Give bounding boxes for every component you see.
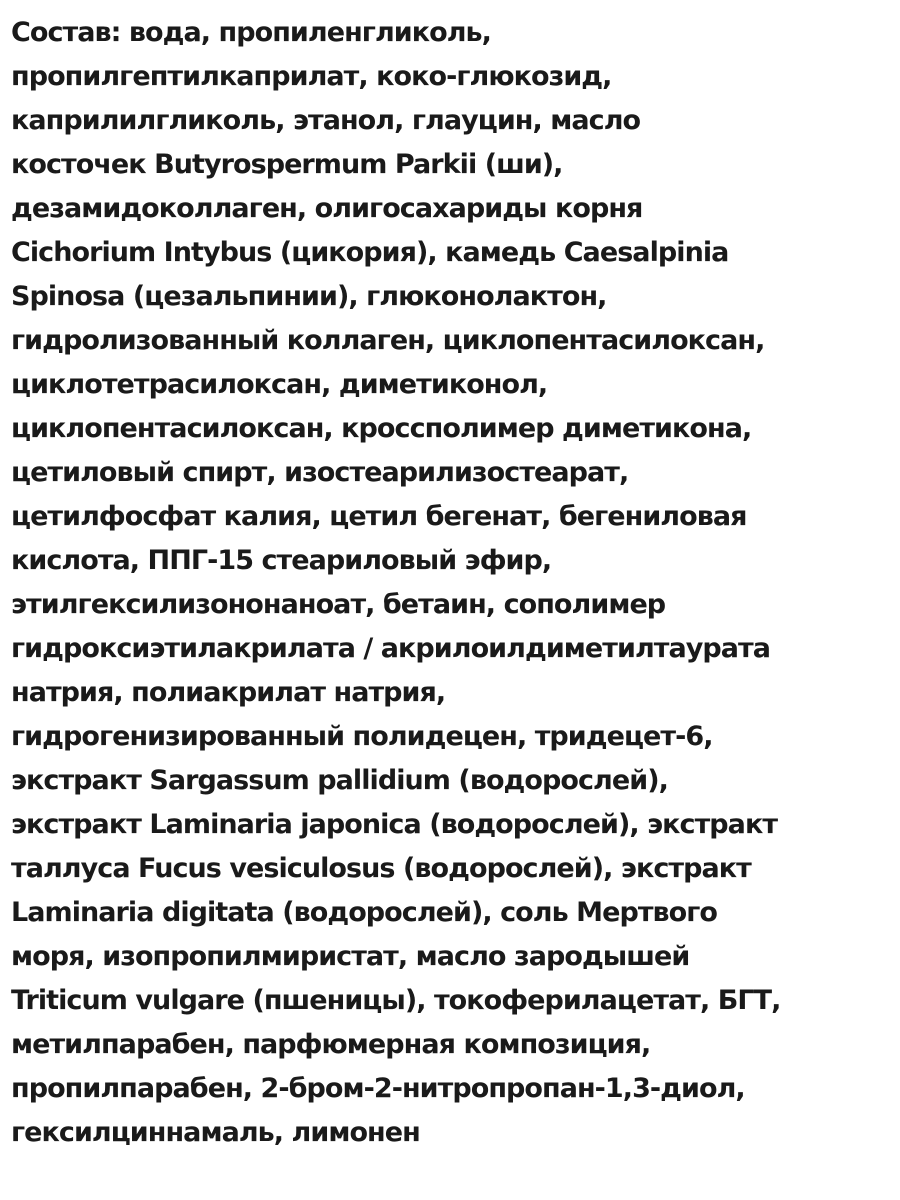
composition-line: гидролизованный коллаген, циклопентасилоксан, (11, 325, 765, 356)
composition-line: натрия, полиакрилат натрия, (11, 677, 446, 708)
composition-line: циклопентасилоксан, кроссполимер диметикона, (11, 413, 752, 444)
composition-line: каприлилгликоль, этанол, глауцин, масло (11, 105, 641, 136)
composition-line: дезамидоколлаген, олигосахариды корня (11, 193, 643, 224)
composition-line: гидроксиэтилакрилата / акрилоилдиметилтаурата (11, 633, 771, 664)
composition-line: экстракт Sargassum pallidium (водорослей), (11, 765, 668, 796)
composition-line: Cichorium Intybus (цикория), камедь Caesalpinia (11, 237, 729, 268)
composition-line: косточек Butyrospermum Parkii (ши), (11, 149, 563, 180)
composition-line: циклотетрасилоксан, диметиконол, (11, 369, 548, 400)
composition-line: Состав: вода, пропиленгликоль, (11, 17, 491, 48)
composition-line: таллуса Fucus vesiculosus (водорослей), экстракт (11, 853, 751, 884)
composition-line: пропилгептилкаприлат, коко-глюкозид, (11, 61, 612, 92)
composition-line: этилгексилизононаноат, бетаин, сополимер (11, 589, 666, 620)
composition-line: метилпарабен, парфюмерная композиция, (11, 1029, 651, 1060)
composition-line: цетилфосфат калия, цетил бегенат, бегениловая (11, 501, 747, 532)
composition-line: Spinosa (цезальпинии), глюконолактон, (11, 281, 607, 312)
composition-line: моря, изопропилмиристат, масло зародышей (11, 941, 690, 972)
composition-text (11, 11, 891, 1155)
composition-line: экстракт Laminaria japonica (водорослей), экстракт (11, 809, 778, 840)
composition-line: Laminaria digitata (водорослей), соль Мертвого (11, 897, 718, 928)
composition-line: кислота, ППГ-15 стеариловый эфир, (11, 545, 552, 576)
composition-line: цетиловый спирт, изостеарилизостеарат, (11, 457, 629, 488)
composition-line: гексилциннамаль, лимонен (11, 1117, 420, 1148)
composition-line: гидрогенизированный полидецен, тридецет-6, (11, 721, 713, 752)
composition-line: Triticum vulgare (пшеницы), токоферилацетат, БГТ, (11, 985, 781, 1016)
composition-line: пропилпарабен, 2-бром-2-нитропропан-1,3-диол, (11, 1073, 745, 1104)
